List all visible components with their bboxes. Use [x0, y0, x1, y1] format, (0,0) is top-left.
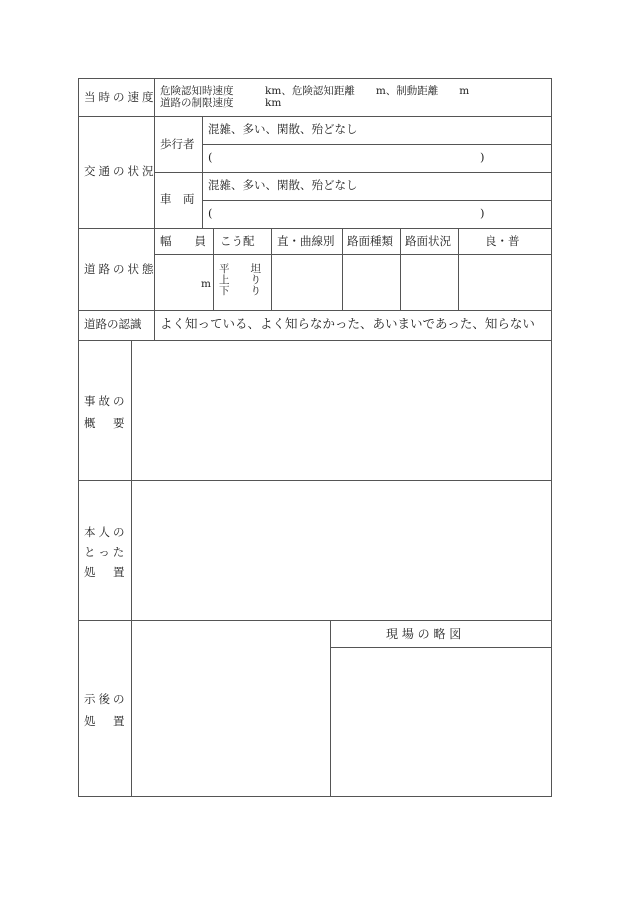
header-curve: 直・曲線別 [277, 234, 335, 248]
action-label: とった [84, 545, 128, 559]
paren-close: ) [480, 150, 485, 164]
road-label: 道路の状態 [84, 262, 157, 276]
vehicle-label: 車 両 [160, 192, 195, 206]
header-surface-type: 路面種類 [347, 234, 393, 248]
summary-label: 事故の [84, 394, 128, 408]
summary-label: 概 要 [84, 416, 128, 430]
pedestrian-label: 歩行者 [160, 137, 195, 151]
sketch-label: 現 場 の 略 図 [386, 627, 462, 641]
action-label: 本人の [84, 525, 128, 539]
paren-open: ( [208, 206, 213, 220]
header-slope: こう配 [220, 234, 255, 248]
traffic-label: 交通の状況 [84, 164, 157, 178]
slope-down: 下 り [219, 285, 261, 297]
pedestrian-options: 混雑、多い、閑散、殆どなし [208, 122, 358, 136]
paren-close: ) [480, 206, 485, 220]
after-label: 示後の [84, 692, 128, 706]
after-label: 処 置 [84, 714, 128, 728]
vehicle-options: 混雑、多い、閑散、殆どなし [208, 178, 358, 192]
speed-line2: 道路の制限速度 km [160, 97, 282, 109]
recognition-options: よく知っている、よく知らなかった、あいまいであった、知らない [160, 316, 535, 331]
slope-up: 上 り [219, 274, 261, 286]
action-label: 処 置 [84, 565, 128, 579]
width-unit: m [201, 278, 211, 290]
header-width: 幅 員 [160, 234, 206, 248]
header-surface-condition: 路面状況 [405, 234, 451, 248]
speed-line1: 危険認知時速度 km、危険認知距離 m、制動距離 m [160, 85, 470, 97]
slope-flat: 平 坦 [219, 263, 261, 275]
paren-open: ( [208, 150, 213, 164]
recognition-label: 道路の認識 [84, 317, 142, 331]
header-good-normal: 良・普 [485, 234, 520, 248]
speed-label: 当時の速度 [84, 90, 157, 104]
